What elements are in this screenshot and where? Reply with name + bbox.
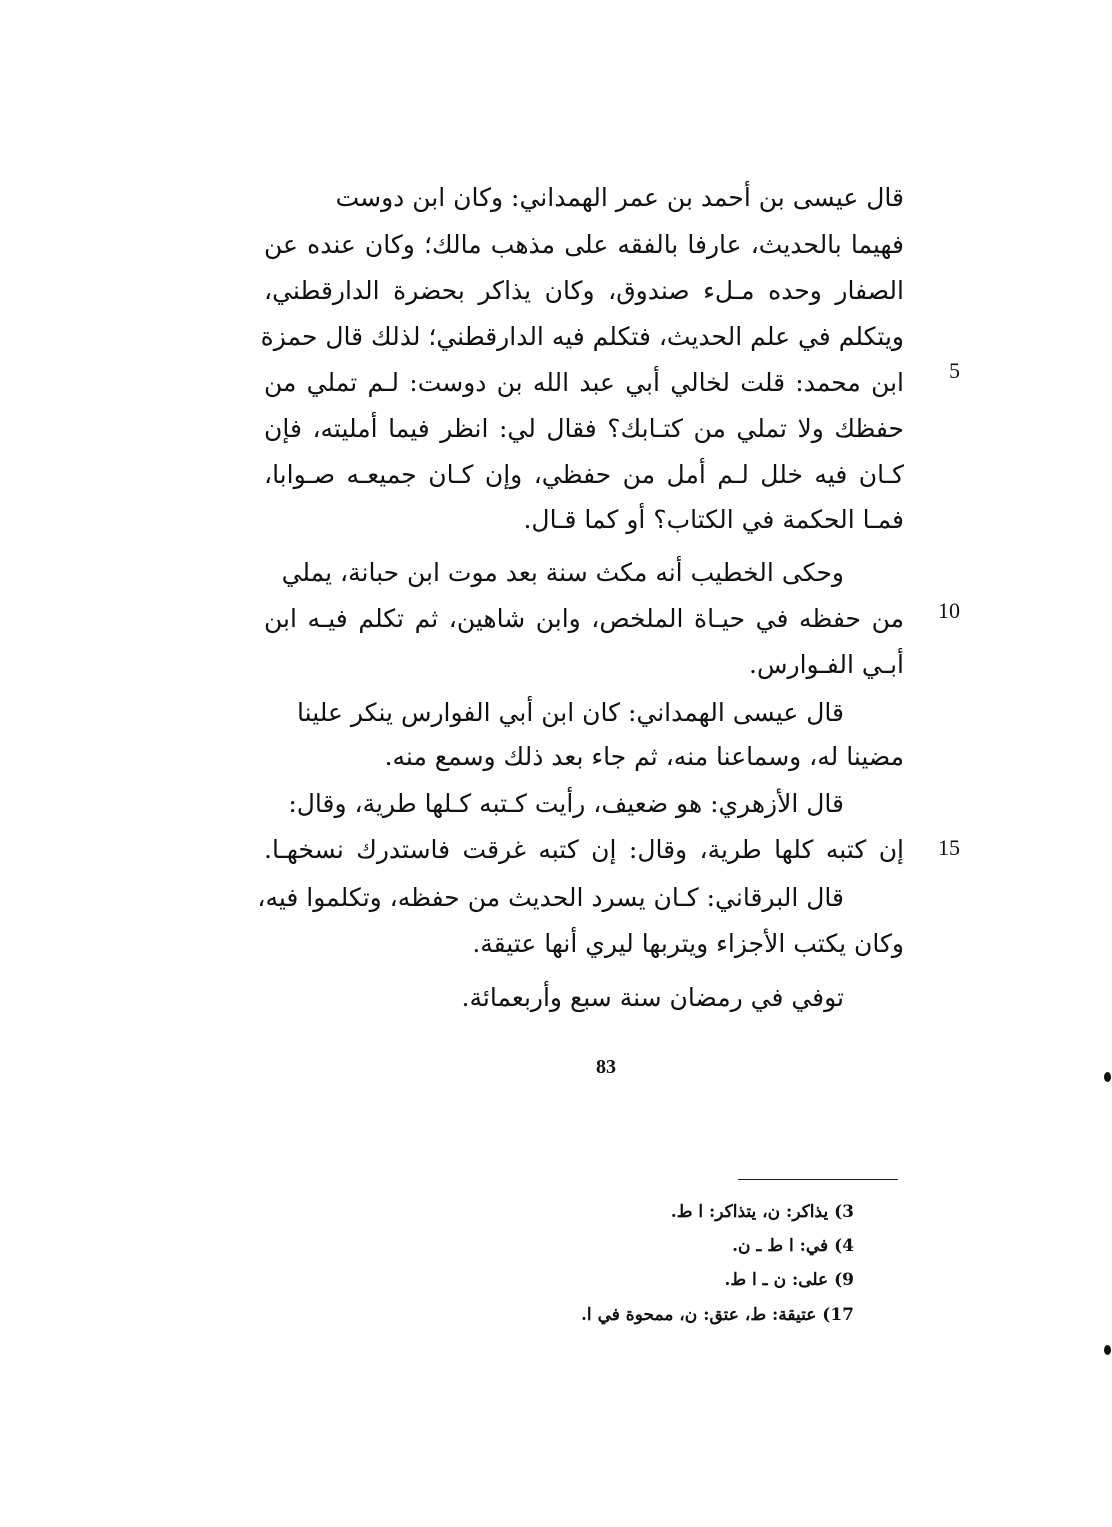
line-number-15: 15 — [938, 835, 960, 860]
body-line-15: إن كتبه كلها طرية، وقال: إن كتبه غرقت فاستدرك نسخهـا. — [264, 835, 904, 864]
scan-mark-top — [1104, 1072, 1111, 1082]
body-line-18: توفي في رمضان سنة سبع وأربعمائة. — [461, 983, 844, 1012]
body-line-8: فمـا الحكمة في الكتاب؟ أو كما قـال. — [523, 505, 904, 534]
body-line-7: كـان فيه خلل لـم أمل من حفظي، وإن كـان جميعـه صـوابا، — [264, 460, 904, 489]
body-line-4: ويتكلم في علم الحديث، فتكلم فيه الدارقطني؛ لذلك قال حمزة — [260, 322, 904, 351]
body-line-9: وحكى الخطيب أنه مكث سنة بعد موت ابن حبانة، يملي — [281, 558, 844, 587]
footnote-1: 3) يذاكر: ن، يتذاكر: ا ط. — [670, 1202, 854, 1222]
body-line-16: قال البرقاني: كـان يسرد الحديث من حفظه، وتكلموا فيه، — [257, 883, 844, 912]
footnote-3: 9) على: ن ـ ا ط. — [724, 1270, 854, 1290]
body-line-17: وكان يكتب الأجزاء ويتربها ليري أنها عتيقة. — [472, 929, 904, 958]
body-line-1: قال عيسى بن أحمد بن عمر الهمداني: وكان ابن دوست — [335, 183, 904, 212]
body-line-12: قال عيسى الهمداني: كان ابن أبي الفوارس ينكر علينا — [297, 698, 844, 727]
body-line-6: حفظك ولا تملي من كتـابك؟ فقال لي: انظر فيما أمليته، فإن — [264, 414, 904, 443]
body-line-11: أبـي الفـوارس. — [749, 650, 904, 679]
footnote-4: 17) عتيقة: ط، عتق: ن، ممحوة في ا. — [581, 1305, 854, 1325]
body-line-14: قال الأزهري: هو ضعيف، رأيت كـتبه كـلها طرية، وقال: — [288, 789, 844, 818]
footnote-2: 4) في: ا ط ـ ن. — [732, 1236, 854, 1256]
line-number-5: 5 — [949, 358, 960, 383]
body-line-3: الصفار وحده مـلء صندوق، وكان يذاكر بحضرة الدارقطني، — [264, 276, 904, 305]
body-line-10: من حفظه في حيـاة الملخص، وابن شاهين، ثم تكلم فيـه ابن — [264, 604, 904, 633]
body-line-5: ابن محمد: قلت لخالي أبي عبد الله بن دوست: لـم تملي من — [264, 368, 904, 397]
body-line-2: فهيما بالحديث، عارفا بالفقه على مذهب مالك؛ وكان عنده عن — [264, 230, 904, 259]
body-line-13: مضينا له، وسماعنا منه، ثم جاء بعد ذلك وسمع منه. — [384, 742, 904, 771]
line-number-10: 10 — [938, 598, 960, 623]
scan-mark-bottom — [1104, 1345, 1111, 1355]
page-number: 83 — [596, 1056, 616, 1078]
footnote-separator — [738, 1179, 898, 1180]
